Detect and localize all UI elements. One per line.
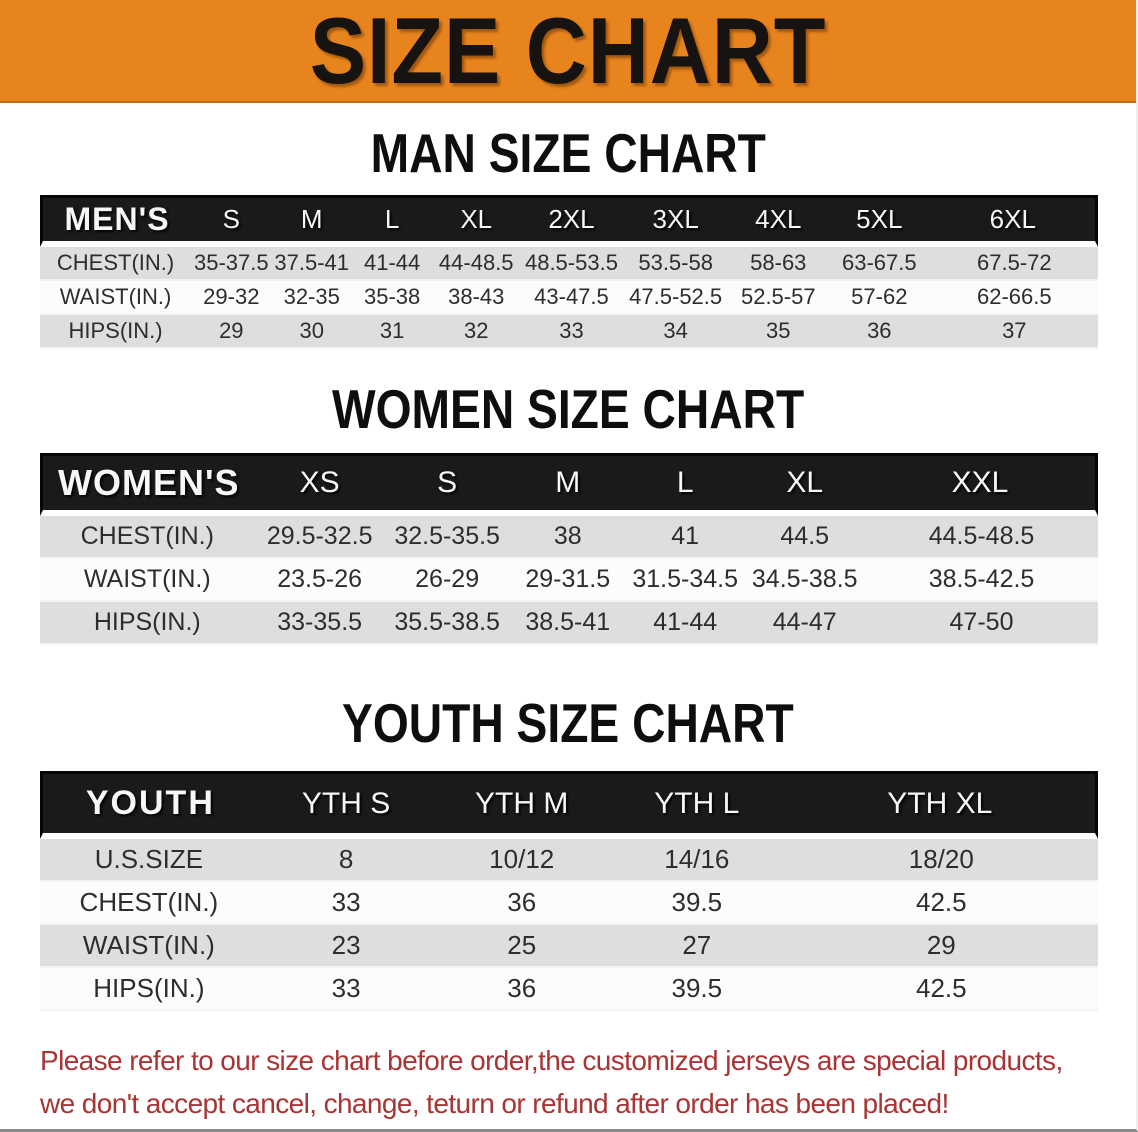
size-column-header: 6XL [931,195,1098,247]
value-cell: 37 [931,315,1098,349]
value-cell: 35-38 [352,281,432,315]
value-cell: 29 [191,315,271,349]
value-cell: 10/12 [434,839,609,882]
row-label-cell: WAIST(IN.) [40,559,255,602]
table-header-row [40,453,1098,516]
value-cell: 32 [432,315,520,349]
size-column-header: S [385,453,510,516]
value-cell: 63-67.5 [828,247,931,281]
men-section-heading-text: MAN SIZE CHART [370,122,766,184]
table-title-cell: YOUTH [40,771,258,839]
size-column-header: 5XL [828,195,931,247]
table-row [40,315,1098,349]
table-row [40,925,1098,968]
value-cell: 29-32 [191,281,271,315]
value-cell: 44.5 [744,516,865,559]
value-cell: 42.5 [785,968,1098,1011]
value-cell: 25 [434,925,609,968]
size-column-header: 3XL [623,195,729,247]
value-cell: 29.5-32.5 [255,516,385,559]
size-column-header: XXL [865,453,1098,516]
disclaimer [40,1039,1098,1125]
row-label-cell: U.S.SIZE [40,839,258,882]
size-column-header: S [191,195,271,247]
size-column-header: YTH XL [785,771,1098,839]
value-cell: 38 [510,516,626,559]
value-cell: 38.5-42.5 [865,559,1098,602]
value-cell: 36 [828,315,931,349]
value-cell: 33 [258,882,435,925]
table-row [40,559,1098,602]
table-title-cell: MEN'S [40,195,191,247]
value-cell: 29 [785,925,1098,968]
banner-title: SIZE CHART [309,0,827,103]
value-cell: 8 [258,839,435,882]
row-label-cell: HIPS(IN.) [40,602,255,645]
size-column-header: 2XL [520,195,623,247]
value-cell: 30 [272,315,352,349]
value-cell: 33 [258,968,435,1011]
table-row [40,281,1098,315]
value-cell: 44-47 [744,602,865,645]
men-size-table [40,195,1098,349]
value-cell: 38.5-41 [510,602,626,645]
row-label-cell: WAIST(IN.) [40,281,191,315]
value-cell: 47-50 [865,602,1098,645]
banner [0,0,1136,103]
row-label-cell: WAIST(IN.) [40,925,258,968]
value-cell: 34.5-38.5 [744,559,865,602]
value-cell: 41 [626,516,744,559]
table-row [40,516,1098,559]
value-cell: 18/20 [785,839,1098,882]
value-cell: 43-47.5 [520,281,623,315]
women-section-heading-text: WOMEN SIZE CHART [331,378,805,440]
value-cell: 32.5-35.5 [385,516,510,559]
table-header-row [40,771,1098,839]
value-cell: 35-37.5 [191,247,271,281]
row-label-cell: CHEST(IN.) [40,247,191,281]
value-cell: 57-62 [828,281,931,315]
value-cell: 35.5-38.5 [385,602,510,645]
size-column-header: M [272,195,352,247]
disclaimer-line-1: Please refer to our size chart before order,the customized jerseys are special products, [40,1045,1063,1076]
value-cell: 47.5-52.5 [623,281,729,315]
value-cell: 48.5-53.5 [520,247,623,281]
row-label-cell: CHEST(IN.) [40,882,258,925]
value-cell: 32-35 [272,281,352,315]
value-cell: 42.5 [785,882,1098,925]
women-section [0,349,1136,645]
disclaimer-line-2: we don't accept cancel, change, teturn or refund after order has been placed! [40,1088,949,1119]
youth-section-heading-text: YOUTH SIZE CHART [342,692,794,754]
women-size-table [40,453,1098,645]
size-column-header: L [626,453,744,516]
value-cell: 23 [258,925,435,968]
size-column-header: XL [744,453,865,516]
men-section-heading [0,103,1136,195]
size-column-header: 4XL [729,195,828,247]
value-cell: 33 [520,315,623,349]
value-cell: 38-43 [432,281,520,315]
value-cell: 39.5 [609,882,785,925]
value-cell: 67.5-72 [931,247,1098,281]
youth-section [0,645,1136,1011]
table-header-row [40,195,1098,247]
value-cell: 29-31.5 [510,559,626,602]
table-title-cell: WOMEN'S [40,453,255,516]
value-cell: 52.5-57 [729,281,828,315]
size-column-header: L [352,195,432,247]
table-row [40,247,1098,281]
table-row [40,968,1098,1011]
value-cell: 33-35.5 [255,602,385,645]
value-cell: 36 [434,968,609,1011]
value-cell: 62-66.5 [931,281,1098,315]
row-label-cell: HIPS(IN.) [40,315,191,349]
value-cell: 44.5-48.5 [865,516,1098,559]
women-section-heading [0,349,1136,453]
value-cell: 31.5-34.5 [626,559,744,602]
value-cell: 34 [623,315,729,349]
table-row [40,839,1098,882]
row-label-cell: HIPS(IN.) [40,968,258,1011]
value-cell: 39.5 [609,968,785,1011]
men-section [0,103,1136,349]
youth-size-table [40,771,1098,1011]
youth-section-heading [0,645,1136,771]
value-cell: 58-63 [729,247,828,281]
value-cell: 31 [352,315,432,349]
value-cell: 37.5-41 [272,247,352,281]
value-cell: 36 [434,882,609,925]
value-cell: 14/16 [609,839,785,882]
size-column-header: YTH L [609,771,785,839]
row-label-cell: CHEST(IN.) [40,516,255,559]
value-cell: 35 [729,315,828,349]
size-column-header: M [510,453,626,516]
value-cell: 26-29 [385,559,510,602]
size-column-header: XL [432,195,520,247]
value-cell: 41-44 [352,247,432,281]
size-column-header: YTH S [258,771,435,839]
table-row [40,882,1098,925]
size-column-header: YTH M [434,771,609,839]
value-cell: 53.5-58 [623,247,729,281]
size-column-header: XS [255,453,385,516]
table-row [40,602,1098,645]
value-cell: 41-44 [626,602,744,645]
value-cell: 23.5-26 [255,559,385,602]
value-cell: 44-48.5 [432,247,520,281]
value-cell: 27 [609,925,785,968]
